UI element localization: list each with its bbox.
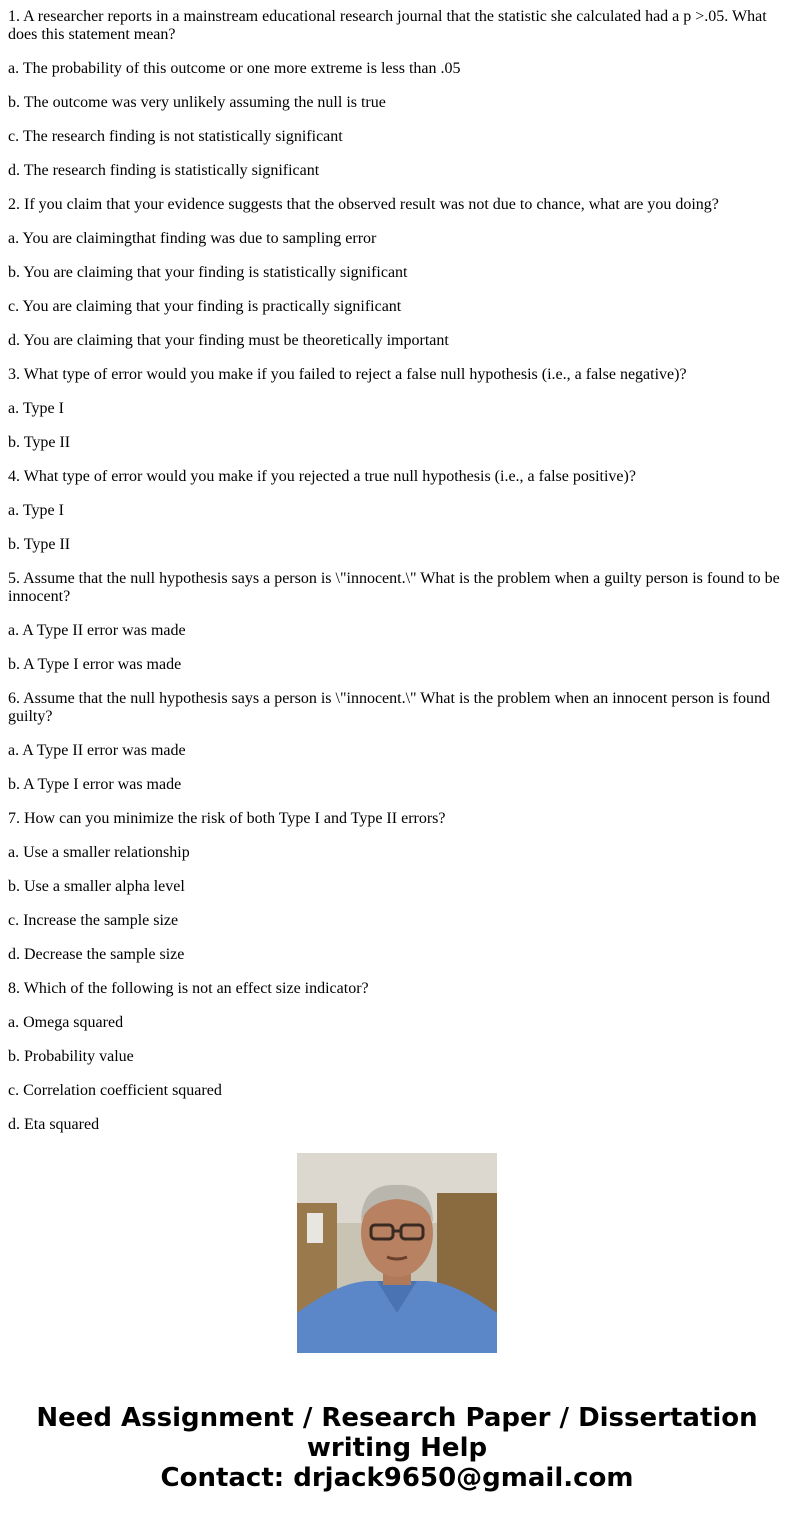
answer-option: b. The outcome was very unlikely assuming the null is true [8, 94, 386, 111]
answer-option: b. A Type I error was made [8, 776, 182, 793]
question-text: 4. What type of error would you make if you rejected a true null hypothesis (i.e., a false positive)? [8, 468, 636, 485]
question-text: 3. What type of error would you make if you failed to reject a false null hypothesis (i.e., a false negative)? [8, 366, 687, 383]
answer-option: d. You are claiming that your finding must be theoretically important [8, 332, 449, 349]
answer-option: a. The probability of this outcome or one more extreme is less than .05 [8, 60, 461, 77]
answer-option: a. You are claimingthat finding was due to sampling error [8, 230, 377, 247]
question-text: 5. Assume that the null hypothesis says a person is \"innocent.\" What is the problem when a guilty person is found to be innocent? [8, 570, 780, 605]
answer-option: a. Use a smaller relationship [8, 844, 190, 861]
answer-option: b. You are claiming that your finding is statistically significant [8, 264, 408, 281]
answer-option: d. Decrease the sample size [8, 946, 185, 963]
answer-option: b. Probability value [8, 1048, 134, 1065]
question-text: 1. A researcher reports in a mainstream educational research journal that the statistic she calculated had a p >.05. What does this statement mean? [8, 8, 767, 43]
answer-option: c. You are claiming that your finding is practically significant [8, 298, 402, 315]
answer-option: b. Type II [8, 536, 71, 553]
footer-line: writing Help [306, 1433, 488, 1463]
answer-option: c. Correlation coefficient squared [8, 1082, 222, 1099]
footer-line: Need Assignment / Research Paper / Dissertation [36, 1403, 758, 1433]
answer-option: a. A Type II error was made [8, 742, 186, 759]
question-text: 6. Assume that the null hypothesis says a person is \"innocent.\" What is the problem when an innocent person is found guilty? [8, 690, 770, 725]
answer-option: b. A Type I error was made [8, 656, 182, 673]
answer-option: b. Use a smaller alpha level [8, 878, 185, 895]
question-text: 8. Which of the following is not an effect size indicator? [8, 980, 369, 997]
answer-option: c. The research finding is not statistically significant [8, 128, 343, 145]
answer-option: a. A Type II error was made [8, 622, 186, 639]
answer-option: a. Type I [8, 400, 64, 417]
answer-option: d. The research finding is statistically significant [8, 162, 320, 179]
answer-option: a. Omega squared [8, 1014, 124, 1031]
avatar [297, 1153, 497, 1353]
answer-option: c. Increase the sample size [8, 912, 179, 929]
person-portrait-image [297, 1153, 497, 1353]
answer-option: a. Type I [8, 502, 64, 519]
question-text: 7. How can you minimize the risk of both Type I and Type II errors? [8, 810, 446, 827]
answer-option: d. Eta squared [8, 1116, 100, 1133]
question-text: 2. If you claim that your evidence suggests that the observed result was not due to chance, what are you doing? [8, 196, 719, 213]
contact-email: Contact: drjack9650@gmail.com [160, 1463, 634, 1493]
contact-banner [0, 1403, 794, 1493]
answer-option: b. Type II [8, 434, 71, 451]
